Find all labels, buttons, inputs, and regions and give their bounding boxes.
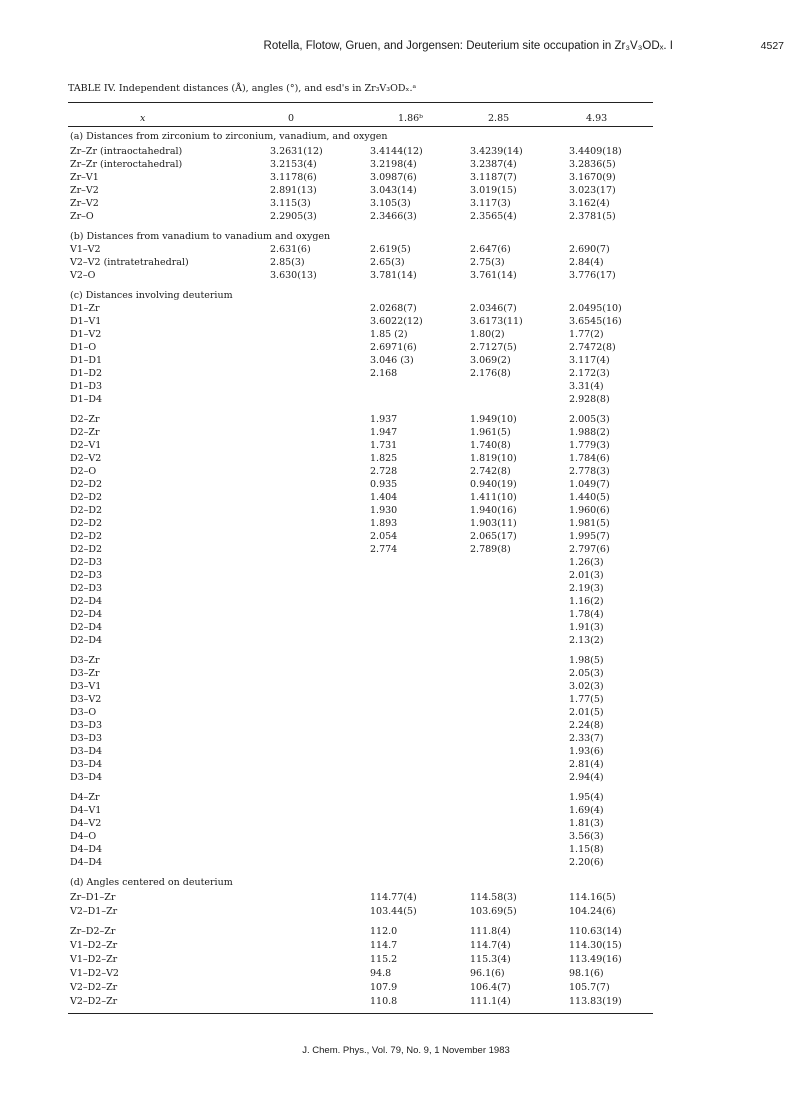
value-x1-86: 2.0268(7) bbox=[370, 303, 417, 314]
row-label: D2–D2 bbox=[70, 479, 103, 490]
row-label: V2–D2–Zr bbox=[70, 982, 118, 993]
value-x2-85: 111.8(4) bbox=[470, 926, 511, 937]
table-row bbox=[0, 925, 812, 938]
value-x2-85: 1.949(10) bbox=[470, 414, 517, 425]
value-x4-93: 110.63(14) bbox=[569, 926, 622, 937]
row-label: D4–V2 bbox=[70, 818, 102, 829]
value-x1-86: 107.9 bbox=[370, 982, 398, 993]
table-row bbox=[0, 184, 812, 197]
table-row bbox=[0, 981, 812, 994]
section-heading-text: (a) Distances from zirconium to zirconium, vanadium, and oxygen bbox=[70, 131, 388, 142]
column-header-4-93: 4.93 bbox=[586, 113, 608, 124]
row-label: D2–D2 bbox=[70, 518, 103, 529]
row-label: V1–D2–Zr bbox=[70, 940, 118, 951]
value-x4-93: 3.4409(18) bbox=[569, 146, 622, 157]
table-header-rule bbox=[68, 126, 653, 127]
table-row bbox=[0, 543, 812, 556]
value-x2-85: 96.1(6) bbox=[470, 968, 505, 979]
value-x4-93: 2.3781(5) bbox=[569, 211, 616, 222]
section-heading-text: (c) Distances involving deuterium bbox=[70, 290, 233, 301]
row-label: D2–D2 bbox=[70, 544, 103, 555]
value-x4-93: 1.81(3) bbox=[569, 818, 604, 829]
row-label: D4–D4 bbox=[70, 844, 103, 855]
row-label: D2–D4 bbox=[70, 596, 103, 607]
value-x1-86: 1.930 bbox=[370, 505, 398, 516]
table-row bbox=[0, 491, 812, 504]
table-row bbox=[0, 302, 812, 315]
value-x0: 3.115(3) bbox=[270, 198, 311, 209]
section-heading-text: (b) Distances from vanadium to vanadium and oxygen bbox=[70, 231, 331, 242]
table-caption: TABLE IV. Independent distances (Å), angles (°), and esd's in Zr₃V₃ODₓ.ᵃ bbox=[68, 83, 417, 94]
value-x4-93: 3.162(4) bbox=[569, 198, 610, 209]
value-x4-93: 113.49(16) bbox=[569, 954, 622, 965]
value-x1-86: 3.046 (3) bbox=[370, 355, 414, 366]
value-x2-85: 1.903(11) bbox=[470, 518, 517, 529]
value-x4-93: 1.78(4) bbox=[569, 609, 604, 620]
value-x4-93: 2.24(8) bbox=[569, 720, 604, 731]
row-label: D1–V2 bbox=[70, 329, 102, 340]
row-label: D2–Zr bbox=[70, 427, 100, 438]
value-x4-93: 2.7472(8) bbox=[569, 342, 616, 353]
table-row bbox=[0, 595, 812, 608]
row-label: D2–D4 bbox=[70, 622, 103, 633]
table-row bbox=[0, 804, 812, 817]
table-row bbox=[0, 210, 812, 223]
value-x2-85: 2.0346(7) bbox=[470, 303, 517, 314]
row-label: D3–V2 bbox=[70, 694, 102, 705]
row-label: D1–D4 bbox=[70, 394, 103, 405]
value-x4-93: 3.776(17) bbox=[569, 270, 616, 281]
value-x1-86: 1.825 bbox=[370, 453, 398, 464]
table-row bbox=[0, 693, 812, 706]
table-row bbox=[0, 158, 812, 171]
value-x1-86: 1.893 bbox=[370, 518, 398, 529]
row-label: D2–V2 bbox=[70, 453, 102, 464]
value-x4-93: 3.6545(16) bbox=[569, 316, 622, 327]
value-x4-93: 114.16(5) bbox=[569, 892, 616, 903]
table-row bbox=[0, 791, 812, 804]
row-label: D4–D4 bbox=[70, 857, 103, 868]
row-label: Zr–V1 bbox=[70, 172, 99, 183]
table-row bbox=[0, 680, 812, 693]
section-heading bbox=[0, 876, 812, 889]
row-label: D2–O bbox=[70, 466, 97, 477]
row-label: Zr–D1–Zr bbox=[70, 892, 116, 903]
value-x4-93: 3.1670(9) bbox=[569, 172, 616, 183]
value-x2-85: 2.3565(4) bbox=[470, 211, 517, 222]
value-x4-93: 2.172(3) bbox=[569, 368, 610, 379]
value-x2-85: 1.411(10) bbox=[470, 492, 517, 503]
table-row bbox=[0, 197, 812, 210]
column-header-x: x bbox=[140, 113, 146, 124]
value-x4-93: 104.24(6) bbox=[569, 906, 616, 917]
value-x4-93: 1.784(6) bbox=[569, 453, 610, 464]
value-x1-86: 94.8 bbox=[370, 968, 392, 979]
value-x2-85: 115.3(4) bbox=[470, 954, 511, 965]
value-x2-85: 111.1(4) bbox=[470, 996, 511, 1007]
value-x1-86: 114.77(4) bbox=[370, 892, 417, 903]
value-x1-86: 2.774 bbox=[370, 544, 398, 555]
table-row bbox=[0, 634, 812, 647]
value-x2-85: 2.647(6) bbox=[470, 244, 511, 255]
row-label: V2–D1–Zr bbox=[70, 906, 118, 917]
row-label: D2–D3 bbox=[70, 557, 103, 568]
value-x4-93: 1.69(4) bbox=[569, 805, 604, 816]
table-row bbox=[0, 556, 812, 569]
value-x4-93: 3.2836(5) bbox=[569, 159, 616, 170]
value-x4-93: 114.30(15) bbox=[569, 940, 622, 951]
value-x1-86: 3.2198(4) bbox=[370, 159, 417, 170]
table-row bbox=[0, 413, 812, 426]
value-x4-93: 1.91(3) bbox=[569, 622, 604, 633]
value-x0: 2.85(3) bbox=[270, 257, 305, 268]
row-label: D1–O bbox=[70, 342, 97, 353]
value-x1-86: 3.4144(12) bbox=[370, 146, 423, 157]
row-label: D2–Zr bbox=[70, 414, 100, 425]
value-x1-86: 3.043(14) bbox=[370, 185, 417, 196]
value-x4-93: 1.98(5) bbox=[569, 655, 604, 666]
row-label: D1–D1 bbox=[70, 355, 103, 366]
table-bottom-rule bbox=[68, 1013, 653, 1014]
table-row bbox=[0, 758, 812, 771]
value-x2-85: 3.019(15) bbox=[470, 185, 517, 196]
table-row bbox=[0, 243, 812, 256]
value-x0: 2.631(6) bbox=[270, 244, 311, 255]
row-label: D2–V1 bbox=[70, 440, 102, 451]
section-heading bbox=[0, 130, 812, 143]
value-x4-93: 1.440(5) bbox=[569, 492, 610, 503]
value-x2-85: 3.2387(4) bbox=[470, 159, 517, 170]
value-x2-85: 3.117(3) bbox=[470, 198, 511, 209]
value-x2-85: 1.740(8) bbox=[470, 440, 511, 451]
value-x4-93: 2.94(4) bbox=[569, 772, 604, 783]
value-x4-93: 2.33(7) bbox=[569, 733, 604, 744]
table-row bbox=[0, 953, 812, 966]
column-header-1-86: 1.86ᵇ bbox=[398, 113, 423, 124]
table-row bbox=[0, 465, 812, 478]
value-x2-85: 3.761(14) bbox=[470, 270, 517, 281]
table-row bbox=[0, 817, 812, 830]
value-x1-86: 2.6971(6) bbox=[370, 342, 417, 353]
row-label: D4–O bbox=[70, 831, 97, 842]
value-x4-93: 1.77(5) bbox=[569, 694, 604, 705]
value-x2-85: 1.819(10) bbox=[470, 453, 517, 464]
row-label: D3–D4 bbox=[70, 746, 103, 757]
row-label: D3–O bbox=[70, 707, 97, 718]
value-x4-93: 1.995(7) bbox=[569, 531, 610, 542]
value-x1-86: 103.44(5) bbox=[370, 906, 417, 917]
table-row bbox=[0, 830, 812, 843]
value-x4-93: 2.690(7) bbox=[569, 244, 610, 255]
row-label: Zr–V2 bbox=[70, 198, 99, 209]
table-row bbox=[0, 426, 812, 439]
value-x4-93: 2.01(5) bbox=[569, 707, 604, 718]
value-x4-93: 3.56(3) bbox=[569, 831, 604, 842]
row-label: D3–D3 bbox=[70, 733, 103, 744]
value-x2-85: 0.940(19) bbox=[470, 479, 517, 490]
value-x4-93: 1.15(8) bbox=[569, 844, 604, 855]
value-x1-86: 2.168 bbox=[370, 368, 398, 379]
value-x2-85: 1.80(2) bbox=[470, 329, 505, 340]
table-row bbox=[0, 569, 812, 582]
value-x4-93: 2.778(3) bbox=[569, 466, 610, 477]
value-x1-86: 2.054 bbox=[370, 531, 398, 542]
value-x0: 3.2631(12) bbox=[270, 146, 323, 157]
value-x2-85: 2.7127(5) bbox=[470, 342, 517, 353]
value-x4-93: 3.023(17) bbox=[569, 185, 616, 196]
table-row bbox=[0, 582, 812, 595]
value-x4-93: 3.31(4) bbox=[569, 381, 604, 392]
value-x1-86: 2.619(5) bbox=[370, 244, 411, 255]
row-label: V2–O bbox=[70, 270, 96, 281]
table-row bbox=[0, 393, 812, 406]
table-row bbox=[0, 667, 812, 680]
table-top-rule bbox=[68, 102, 653, 103]
value-x2-85: 3.6173(11) bbox=[470, 316, 523, 327]
row-label: Zr–Zr (interoctahedral) bbox=[70, 159, 183, 170]
value-x2-85: 2.176(8) bbox=[470, 368, 511, 379]
value-x1-86: 1.85 (2) bbox=[370, 329, 408, 340]
row-label: D3–Zr bbox=[70, 655, 100, 666]
table-row bbox=[0, 171, 812, 184]
value-x0: 3.2153(4) bbox=[270, 159, 317, 170]
journal-footer: J. Chem. Phys., Vol. 79, No. 9, 1 November 1983 bbox=[302, 1045, 510, 1056]
table-row bbox=[0, 891, 812, 904]
value-x4-93: 1.779(3) bbox=[569, 440, 610, 451]
value-x4-93: 1.981(5) bbox=[569, 518, 610, 529]
table-row bbox=[0, 706, 812, 719]
row-label: D4–V1 bbox=[70, 805, 102, 816]
value-x2-85: 3.1187(7) bbox=[470, 172, 517, 183]
row-label: D3–D4 bbox=[70, 759, 103, 770]
table-row bbox=[0, 530, 812, 543]
value-x2-85: 106.4(7) bbox=[470, 982, 511, 993]
table-row bbox=[0, 719, 812, 732]
table-row bbox=[0, 269, 812, 282]
value-x1-86: 1.947 bbox=[370, 427, 398, 438]
table-row bbox=[0, 315, 812, 328]
value-x2-85: 2.065(17) bbox=[470, 531, 517, 542]
row-label: V2–V2 (intratetrahedral) bbox=[70, 257, 189, 268]
row-label: D3–D3 bbox=[70, 720, 103, 731]
table-row bbox=[0, 654, 812, 667]
running-head-text: Rotella, Flotow, Gruen, and Jorgensen: Deuterium site occupation in Zr₃V₃ODₓ. I bbox=[263, 40, 673, 52]
value-x1-86: 115.2 bbox=[370, 954, 398, 965]
row-label: D1–Zr bbox=[70, 303, 100, 314]
row-label: Zr–O bbox=[70, 211, 94, 222]
table-row bbox=[0, 517, 812, 530]
table-row bbox=[0, 256, 812, 269]
row-label: D2–D2 bbox=[70, 505, 103, 516]
table-row bbox=[0, 608, 812, 621]
row-label: D3–D4 bbox=[70, 772, 103, 783]
row-label: D2–D3 bbox=[70, 583, 103, 594]
value-x1-86: 110.8 bbox=[370, 996, 398, 1007]
table-row bbox=[0, 967, 812, 980]
table-row bbox=[0, 145, 812, 158]
row-label: Zr–Zr (intraoctahedral) bbox=[70, 146, 183, 157]
value-x1-86: 1.731 bbox=[370, 440, 398, 451]
table-row bbox=[0, 380, 812, 393]
table-row bbox=[0, 354, 812, 367]
value-x4-93: 2.05(3) bbox=[569, 668, 604, 679]
running-head bbox=[0, 40, 812, 56]
column-header-2-85: 2.85 bbox=[488, 113, 510, 124]
value-x4-93: 1.16(2) bbox=[569, 596, 604, 607]
table-row bbox=[0, 439, 812, 452]
value-x1-86: 2.3466(3) bbox=[370, 211, 417, 222]
row-label: V2–D2–Zr bbox=[70, 996, 118, 1007]
value-x1-86: 3.105(3) bbox=[370, 198, 411, 209]
value-x4-93: 113.83(19) bbox=[569, 996, 622, 1007]
table-row bbox=[0, 452, 812, 465]
value-x4-93: 2.81(4) bbox=[569, 759, 604, 770]
table-row bbox=[0, 856, 812, 869]
table-row bbox=[0, 504, 812, 517]
table-row bbox=[0, 328, 812, 341]
row-label: V1–D2–V2 bbox=[70, 968, 119, 979]
value-x4-93: 2.01(3) bbox=[569, 570, 604, 581]
column-header-0: 0 bbox=[288, 113, 295, 124]
value-x4-93: 2.20(6) bbox=[569, 857, 604, 868]
value-x1-86: 3.6022(12) bbox=[370, 316, 423, 327]
table-row bbox=[0, 843, 812, 856]
value-x4-93: 1.049(7) bbox=[569, 479, 610, 490]
value-x4-93: 105.7(7) bbox=[569, 982, 610, 993]
value-x0: 2.2905(3) bbox=[270, 211, 317, 222]
value-x2-85: 3.069(2) bbox=[470, 355, 511, 366]
value-x2-85: 103.69(5) bbox=[470, 906, 517, 917]
row-label: D2–D2 bbox=[70, 531, 103, 542]
value-x4-93: 1.93(6) bbox=[569, 746, 604, 757]
value-x2-85: 1.940(16) bbox=[470, 505, 517, 516]
row-label: D2–D3 bbox=[70, 570, 103, 581]
value-x4-93: 3.117(4) bbox=[569, 355, 610, 366]
value-x4-93: 2.84(4) bbox=[569, 257, 604, 268]
value-x4-93: 98.1(6) bbox=[569, 968, 604, 979]
row-label: Zr–V2 bbox=[70, 185, 99, 196]
value-x2-85: 3.4239(14) bbox=[470, 146, 523, 157]
value-x1-86: 2.65(3) bbox=[370, 257, 405, 268]
row-label: D4–Zr bbox=[70, 792, 100, 803]
value-x4-93: 1.26(3) bbox=[569, 557, 604, 568]
value-x0: 2.891(13) bbox=[270, 185, 317, 196]
section-heading bbox=[0, 230, 812, 243]
row-label: Zr–D2–Zr bbox=[70, 926, 116, 937]
value-x4-93: 1.988(2) bbox=[569, 427, 610, 438]
value-x1-86: 114.7 bbox=[370, 940, 398, 951]
value-x2-85: 2.789(8) bbox=[470, 544, 511, 555]
value-x4-93: 2.0495(10) bbox=[569, 303, 622, 314]
row-label: V1–D2–Zr bbox=[70, 954, 118, 965]
row-label: D2–D2 bbox=[70, 492, 103, 503]
value-x4-93: 2.005(3) bbox=[569, 414, 610, 425]
value-x4-93: 2.13(2) bbox=[569, 635, 604, 646]
value-x1-86: 1.404 bbox=[370, 492, 398, 503]
row-label: V1–V2 bbox=[70, 244, 101, 255]
row-label: D1–D3 bbox=[70, 381, 103, 392]
table-row bbox=[0, 732, 812, 745]
table-row bbox=[0, 995, 812, 1008]
value-x4-93: 1.77(2) bbox=[569, 329, 604, 340]
value-x2-85: 114.58(3) bbox=[470, 892, 517, 903]
value-x1-86: 3.781(14) bbox=[370, 270, 417, 281]
row-label: D3–V1 bbox=[70, 681, 102, 692]
value-x1-86: 3.0987(6) bbox=[370, 172, 417, 183]
table-row bbox=[0, 367, 812, 380]
section-heading-text: (d) Angles centered on deuterium bbox=[70, 877, 233, 888]
table-row bbox=[0, 478, 812, 491]
page-number: 4527 bbox=[760, 40, 784, 52]
value-x2-85: 2.75(3) bbox=[470, 257, 505, 268]
value-x0: 3.1178(6) bbox=[270, 172, 317, 183]
row-label: D3–Zr bbox=[70, 668, 100, 679]
value-x1-86: 0.935 bbox=[370, 479, 398, 490]
table-row bbox=[0, 621, 812, 634]
table-row bbox=[0, 905, 812, 918]
row-label: D1–V1 bbox=[70, 316, 102, 327]
value-x4-93: 1.95(4) bbox=[569, 792, 604, 803]
value-x2-85: 114.7(4) bbox=[470, 940, 511, 951]
table-row bbox=[0, 939, 812, 952]
row-label: D2–D4 bbox=[70, 609, 103, 620]
value-x4-93: 2.797(6) bbox=[569, 544, 610, 555]
value-x1-86: 1.937 bbox=[370, 414, 398, 425]
table-row bbox=[0, 341, 812, 354]
value-x1-86: 2.728 bbox=[370, 466, 398, 477]
value-x4-93: 2.19(3) bbox=[569, 583, 604, 594]
row-label: D2–D4 bbox=[70, 635, 103, 646]
value-x2-85: 2.742(8) bbox=[470, 466, 511, 477]
value-x2-85: 1.961(5) bbox=[470, 427, 511, 438]
value-x0: 3.630(13) bbox=[270, 270, 317, 281]
table-row bbox=[0, 771, 812, 784]
row-label: D1–D2 bbox=[70, 368, 103, 379]
section-heading bbox=[0, 289, 812, 302]
value-x4-93: 1.960(6) bbox=[569, 505, 610, 516]
table-row bbox=[0, 745, 812, 758]
value-x1-86: 112.0 bbox=[370, 926, 398, 937]
value-x4-93: 3.02(3) bbox=[569, 681, 604, 692]
value-x4-93: 2.928(8) bbox=[569, 394, 610, 405]
